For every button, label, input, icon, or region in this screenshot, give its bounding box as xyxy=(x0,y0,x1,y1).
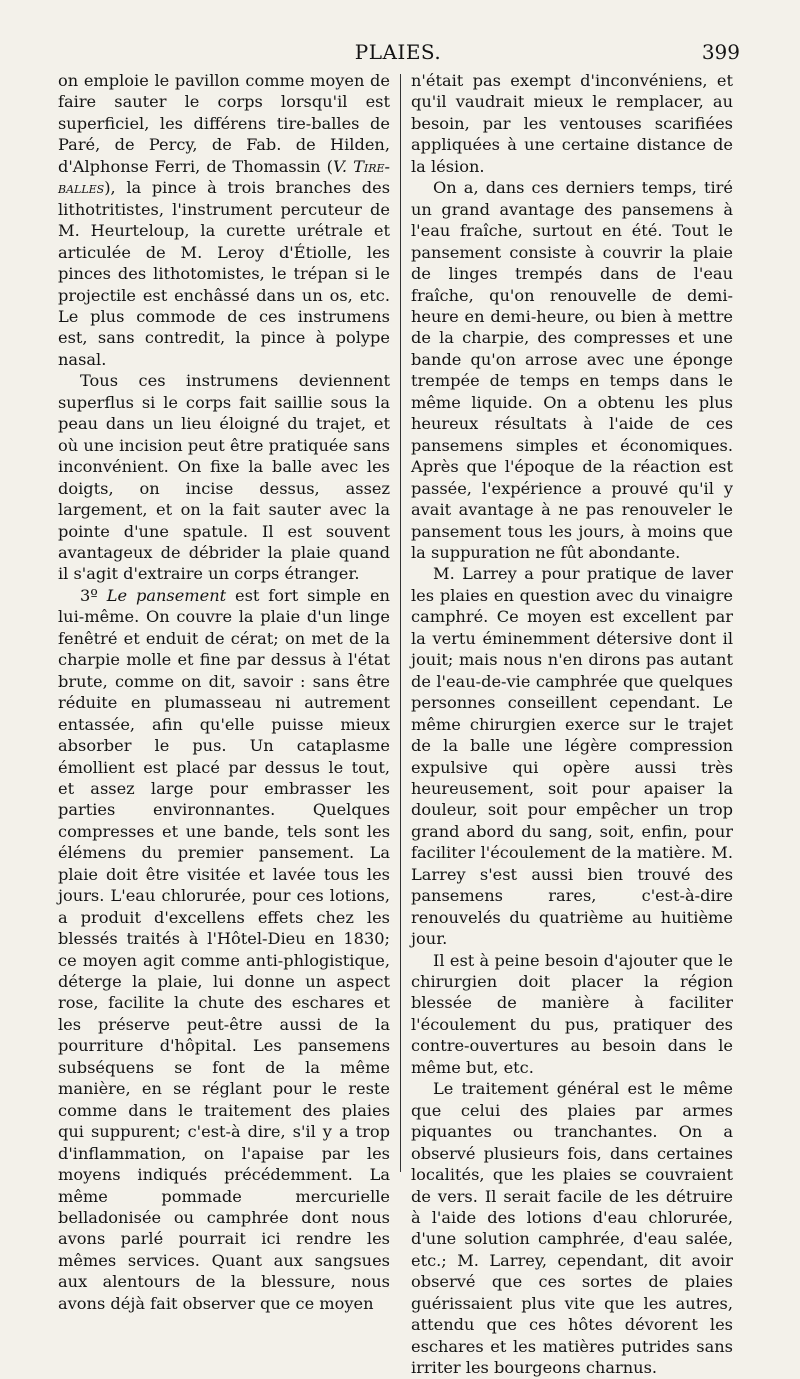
right-paragraph-1: n'était pas exempt d'inconvéniens, et qu'il vaudrait mieux le remplacer, au besoin, par les ventouses scarifiées appliquées à une certaine distance de la lésion. xyxy=(411,71,733,176)
section-title: Le pansement xyxy=(106,585,227,605)
left-p3-body: est fort simple en lui-même. On couvre la plaie d'un linge fenêtré et enduit de cérat; on met de la charpie molle et fine par dessus à l'état brute, comme on dit, savoir : sans être réduite en plumasseau ni autrement entassée, afin qu'elle puisse mieux absorber le pus. Un cataplasme émollient est placé par dessus le tout, et assez large pour embrasser les parties environnantes. Quelques compresses et une bande, tels sont les élémens du premier pansement. La plaie doit être visitée et lavée tous les jours. L'eau chlorurée, pour ces lotions, a produit d'excellens effets chez les blessés traités à l'Hôtel-Dieu en 1830; ce moyen agit comme anti-phlogistique, déterge la plaie, lui donne un aspect rose, facilite la chute des eschares et les préserve peut-être aussi de la pourriture d'hôpital. Les pansemens subséquens se font de la même manière, en se réglant pour le reste comme dans le traitement des plaies qui suppurent; c'est-à dire, s'il y a trop d'inflammation, on l'apaise par les moyens indiqués précédemment. La même pommade mercurielle belladonisée ou camphrée dont nous avons parlé pourrait ici rendre les mêmes services. Quant aux sangsues aux alentours de la blessure, nous avons déjà fait observer que ce moyen xyxy=(58,585,390,1313)
cross-reference: V. Tire-balles xyxy=(58,156,391,198)
left-column xyxy=(58,70,391,1313)
left-p1-text-b: ), la pince à trois branches des lithotritistes, l'instrument percuteur de M. Heurteloup, la curette urétrale et articulée de M. Leroy d'Étiolle, les pinces des lithotomistes, le trépan si le projectile est enchâssé dans un os, etc. Le plus commode de ces instrumens est, sans contredit, la pince à polype nasal. xyxy=(58,178,390,369)
right-paragraph-3: M. Larrey a pour pratique de laver les plaies en question avec du vinaigre camphré. Ce moyen est excellent par la vertu éminemment détersive dont il jouit; mais nous n'en dirons pas autant de l'eau-de-vie camphrée que quelques personnes conseillent cependant. Le même chirurgien exerce sur le trajet de la balle une légère compression expulsive qui opère aussi très heureusement, soit pour apaiser la douleur, soit pour empêcher un trop grand abord du sang, soit, enfin, pour faciliter l'écoulement de la matière. M. Larrey s'est aussi bien trouvé des pansemens rares, c'est-à-dire renouvelés du quatrième au huitième jour. xyxy=(411,564,733,949)
left-paragraph-1 xyxy=(58,70,390,370)
right-paragraph-5: Le traitement général est le même que celui des plaies par armes piquantes ou tranchantes. On a observé plusieurs fois, dans certaines localités, que les plaies se couvraient de vers. Il serait facile de les détruire à l'aide des lotions d'eau chlorurée, d'une solution camphrée, d'eau salée, etc.; M. Larrey, cependant, dit avoir observé que ces sortes de plaies guérissaient plus vite que les autres, attendu que ces hôtes dévorent les eschares et les matières putrides sans irriter les bourgeons charnus. xyxy=(411,1079,733,1378)
left-paragraph-3 xyxy=(58,585,390,1314)
right-column xyxy=(411,70,733,1378)
left-p1-text-a: on emploie le pavillon comme moyen de faire sauter le corps lorsqu'il est superficiel, les différens tire-balles de Paré, de Percy, de Fab. de Hilden, d'Alphonse Ferri, de Thomassin ( xyxy=(58,71,390,176)
page-number: 399 xyxy=(701,40,740,64)
section-number: 3º xyxy=(80,585,107,605)
running-head: PLAIES. xyxy=(354,40,442,64)
right-paragraph-4: Il est à peine besoin d'ajouter que le chirurgien doit placer la région blessée de manière à faciliter l'écoulement du pus, pratiquer des contre-ouvertures au besoin dans le même but, etc. xyxy=(411,950,733,1077)
column-divider xyxy=(400,74,401,1172)
right-paragraph-2: On a, dans ces derniers temps, tiré un grand avantage des pansemens à l'eau fraîche, surtout en été. Tout le pansement consiste à couvrir la plaie de linges trempés dans de l'eau fraîche, qu'on renouvelle de demi-heure en demi-heure, ou bien à mettre de la charpie, des compresses et une bande qu'on arrose avec une éponge trempée de temps en temps dans le même liquide. On a obtenu les plus heureux résultats à l'aide de ces pansemens simples et économiques. Après que l'époque de la réaction est passée, l'expérience a prouvé qu'il y avait avantage à ne pas renouveler le pansement tous les jours, à moins que la suppuration ne fût abondante. xyxy=(411,178,733,562)
page-header xyxy=(56,36,740,70)
left-paragraph-2: Tous ces instrumens deviennent superflus si le corps fait saillie sous la peau dans un lieu éloigné du trajet, et où une incision peut être pratiquée sans inconvénient. On fixe la balle avec les doigts, on incise dessus, assez largement, et on la fait sauter avec la pointe d'une spatule. Il est souvent avantageux de débrider la plaie quand il s'agit d'extraire un corps étranger. xyxy=(58,371,390,584)
